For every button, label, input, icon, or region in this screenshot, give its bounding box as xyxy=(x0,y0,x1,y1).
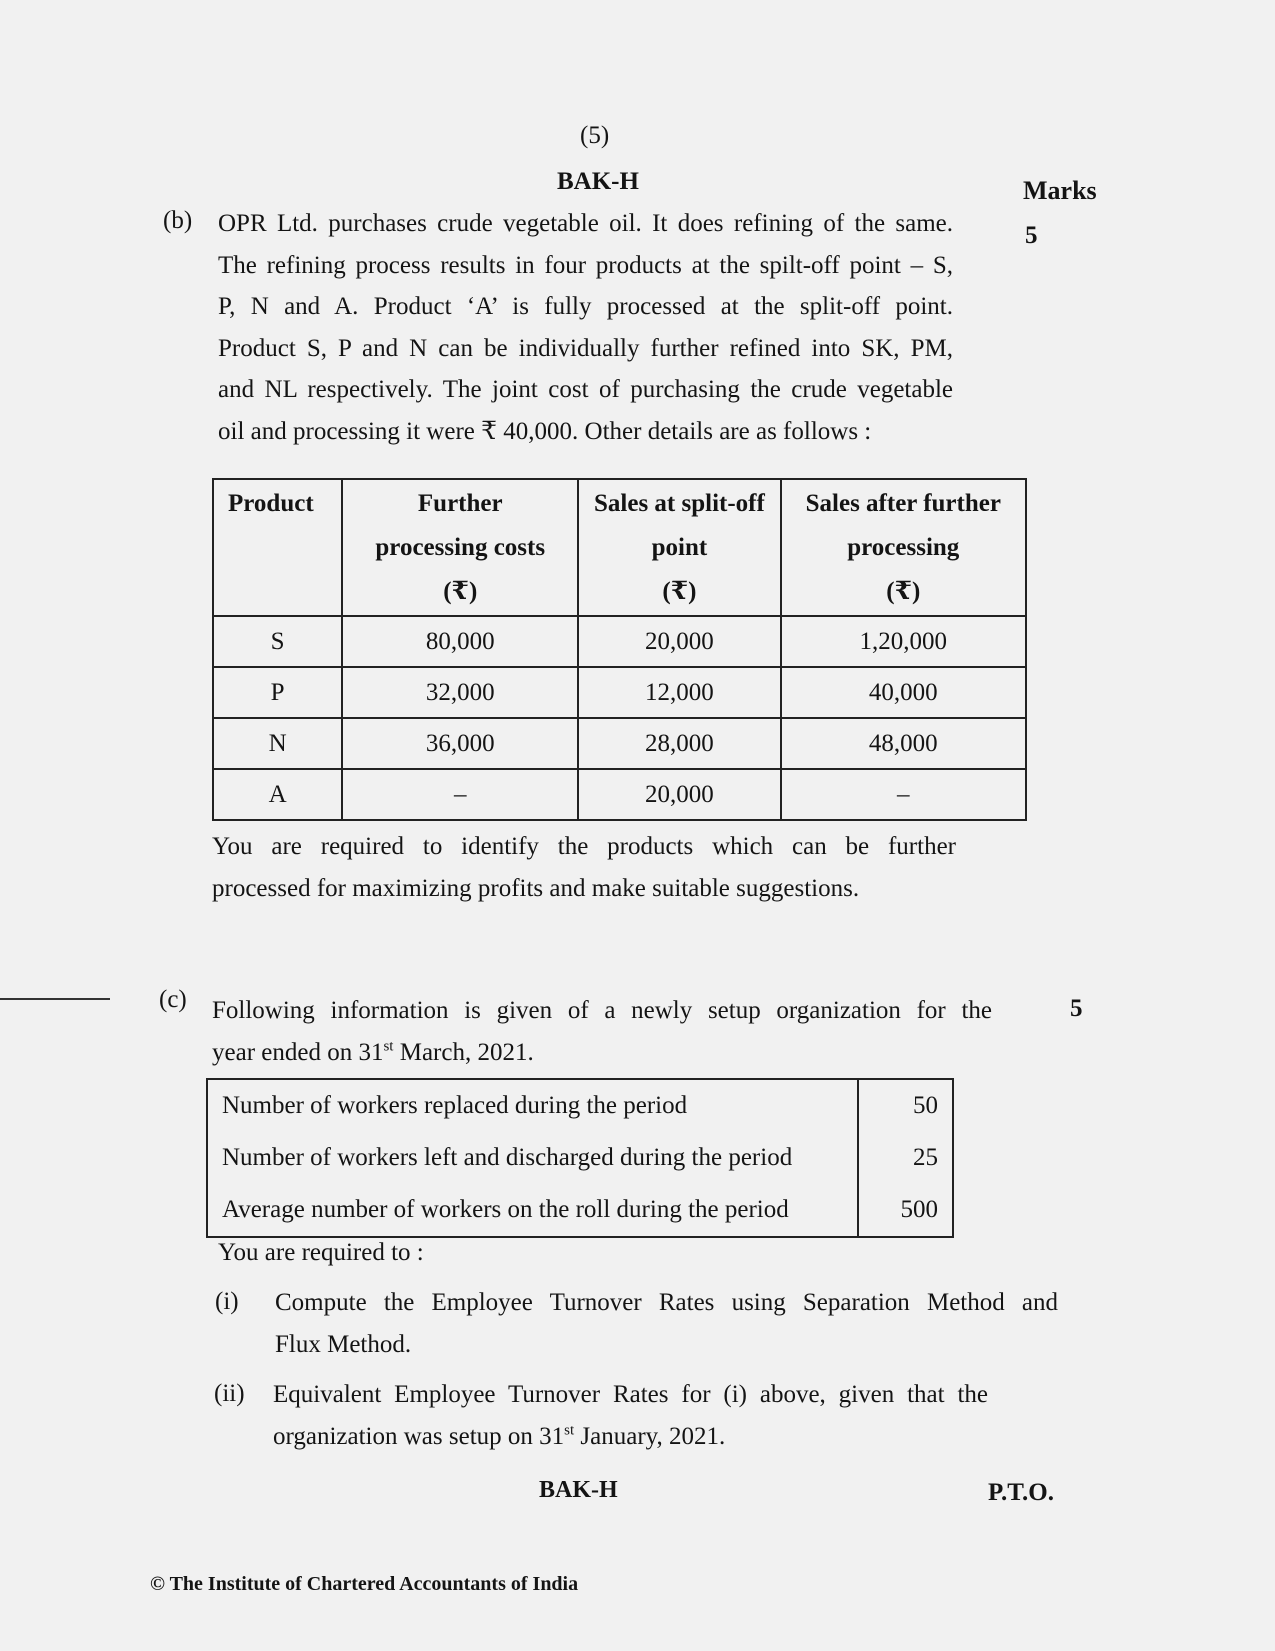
header-text: point xyxy=(651,534,708,561)
workers-value: 50 xyxy=(858,1079,953,1132)
part-line: Equivalent Employee Turnover Rates for (i) above, given that the xyxy=(273,1381,988,1408)
cell-product: N xyxy=(213,718,342,769)
header-sales-split-off xyxy=(578,479,780,616)
question-b-marks: 5 xyxy=(1025,222,1038,249)
requirement-line: processed for maximizing profits and make suitable suggestions. xyxy=(212,874,860,902)
question-b-line: and NL respectively. The joint cost of purchasing the crude vegetable xyxy=(218,376,953,403)
cell-further-cost: – xyxy=(342,769,578,820)
table-row xyxy=(213,667,1026,718)
marks-column-heading: Marks xyxy=(1023,176,1097,205)
question-c-marks: 5 xyxy=(1070,995,1083,1022)
cell-sales-after: – xyxy=(781,769,1026,820)
part-ii-number: (ii) xyxy=(214,1380,245,1407)
question-b-text xyxy=(218,203,953,452)
header-text: Sales at split-off xyxy=(594,490,765,517)
cell-product: A xyxy=(213,769,342,820)
intro-text: March, 2021. xyxy=(393,1038,534,1066)
workers-table xyxy=(206,1078,954,1238)
header-product: Product xyxy=(213,479,342,616)
header-unit: (₹) xyxy=(886,578,921,605)
page-number: (5) xyxy=(580,122,610,149)
cell-sales-split: 28,000 xyxy=(578,718,780,769)
cell-further-cost: 80,000 xyxy=(342,616,578,667)
question-b-line: P, N and A. Product ‘A’ is fully processed at the split-off point. xyxy=(218,293,953,320)
question-b-line: Product S, P and N can be individually further refined into SK, PM, xyxy=(218,334,953,362)
part-i-text xyxy=(275,1282,1058,1365)
workers-label: Average number of workers on the roll during the period xyxy=(207,1184,858,1237)
table-row xyxy=(213,718,1026,769)
cell-sales-after: 40,000 xyxy=(781,667,1026,718)
table-row xyxy=(213,769,1026,820)
question-c-required: You are required to : xyxy=(218,1239,424,1266)
paper-code-footer: BAK-H xyxy=(539,1477,618,1503)
cell-sales-split: 12,000 xyxy=(578,667,780,718)
workers-value: 25 xyxy=(858,1132,953,1184)
header-sales-after-processing xyxy=(781,479,1026,616)
part-line: Compute the Employee Turnover Rates using Separation Method and xyxy=(275,1289,1058,1316)
cell-sales-split: 20,000 xyxy=(578,769,780,820)
cell-product: P xyxy=(213,667,342,718)
copyright-notice: © The Institute of Chartered Accountants of India xyxy=(150,1573,579,1595)
table-row xyxy=(207,1184,953,1237)
please-turn-over: P.T.O. xyxy=(988,1479,1054,1506)
table-row xyxy=(207,1079,953,1132)
cell-product: S xyxy=(213,616,342,667)
ordinal-suffix: st xyxy=(383,1038,394,1055)
cell-sales-after: 48,000 xyxy=(781,718,1026,769)
header-text: Sales after further xyxy=(805,490,1001,517)
part-text: organization was setup on 31 xyxy=(273,1422,565,1450)
part-i-number: (i) xyxy=(215,1288,239,1315)
part-line xyxy=(273,1416,988,1458)
requirement-line: You are required to identify the products which can be further xyxy=(212,833,956,860)
cell-sales-split: 20,000 xyxy=(578,616,780,667)
header-text: Further xyxy=(417,490,503,517)
paper-code-header: BAK-H xyxy=(557,168,639,195)
cell-further-cost: 36,000 xyxy=(342,718,578,769)
workers-label: Number of workers replaced during the period xyxy=(207,1079,858,1132)
products-table-header xyxy=(213,479,1026,616)
header-text: processing costs xyxy=(375,534,546,561)
question-b-label: (b) xyxy=(163,207,193,234)
question-b-requirement xyxy=(212,826,956,909)
header-text: processing xyxy=(847,534,960,561)
cell-sales-after: 1,20,000 xyxy=(781,616,1026,667)
intro-line: Following information is given of a newly setup organization for the xyxy=(212,997,992,1024)
question-b-line: The refining process results in four products at the spilt-off point – S, xyxy=(218,251,953,279)
workers-label: Number of workers left and discharged during the period xyxy=(207,1132,858,1184)
intro-text: year ended on 31 xyxy=(212,1038,384,1066)
table-row xyxy=(213,616,1026,667)
header-further-processing-costs xyxy=(342,479,578,616)
workers-value: 500 xyxy=(858,1184,953,1237)
header-unit: (₹) xyxy=(443,578,478,605)
question-b-line: oil and processing it were ₹ 40,000. Other details are as follows : xyxy=(218,417,872,445)
part-ii-text xyxy=(273,1374,988,1457)
ordinal-suffix: st xyxy=(564,1422,575,1439)
margin-rule-divider xyxy=(0,998,110,1000)
intro-line xyxy=(212,1032,992,1074)
part-text: January, 2021. xyxy=(574,1422,726,1450)
table-row xyxy=(207,1132,953,1184)
question-c-label: (c) xyxy=(159,986,187,1013)
question-c-intro xyxy=(212,990,992,1073)
header-unit: (₹) xyxy=(662,578,697,605)
question-b-line: OPR Ltd. purchases crude vegetable oil. It does refining of the same. xyxy=(218,210,953,237)
part-line: Flux Method. xyxy=(275,1330,412,1358)
products-table xyxy=(212,478,1027,821)
cell-further-cost: 32,000 xyxy=(342,667,578,718)
